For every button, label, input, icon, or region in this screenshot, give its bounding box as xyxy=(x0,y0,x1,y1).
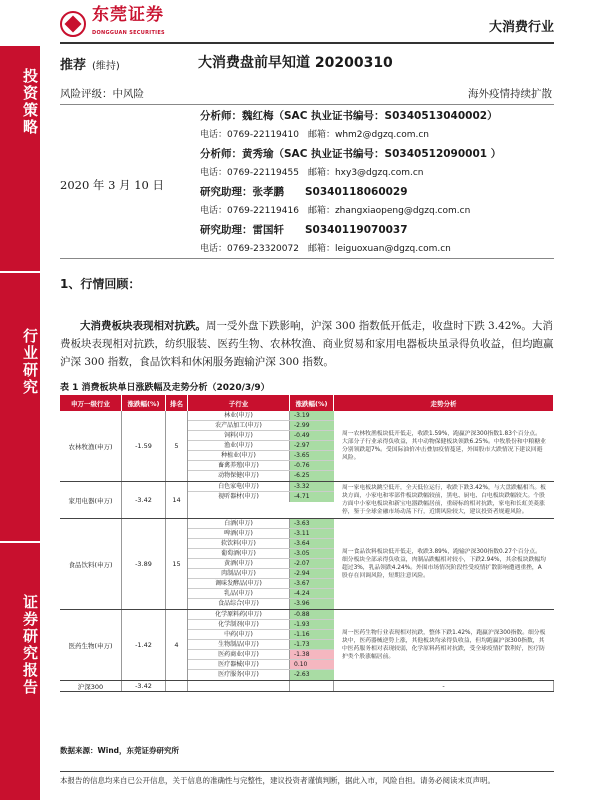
table-body xyxy=(60,411,554,681)
subindustry-change: -3.32 xyxy=(290,482,334,491)
subindustry-change: -2.63 xyxy=(290,670,334,680)
subindustry-change: -2.07 xyxy=(290,559,334,568)
subindustry-change: -3.67 xyxy=(290,579,334,588)
subindustry-row xyxy=(188,549,334,559)
analyst-contact: 电话：0769-22119416 邮箱：zhangxiaopeng@dgzq.com.cn xyxy=(200,206,471,216)
industry-rank: 15 xyxy=(166,519,188,609)
header-industry: 申万一级行业 xyxy=(60,395,122,411)
subindustry-name: 食品综合(申万) xyxy=(188,599,290,609)
subindustry-change: -3.63 xyxy=(290,519,334,528)
report-subtitle: 海外疫情持续扩散 xyxy=(468,88,552,100)
total-name: 沪深300 xyxy=(60,681,122,691)
subindustry-name: 白色家电(申万) xyxy=(188,482,290,491)
subindustry-row xyxy=(188,670,334,680)
subindustry-name: 医疗服务(申万) xyxy=(188,670,290,680)
industry-rank: 14 xyxy=(166,482,188,518)
subindustry-change: -3.96 xyxy=(290,599,334,609)
table-total-row xyxy=(60,681,554,692)
subindustry-change: 0.10 xyxy=(290,660,334,669)
recommendation xyxy=(60,54,120,73)
subindustry-row xyxy=(188,579,334,589)
sidebar-label-strategy: 投资策略 xyxy=(21,68,39,136)
subindustry-row xyxy=(188,451,334,461)
section-title: 1、行情回顾： xyxy=(60,277,141,291)
subindustry-row xyxy=(188,630,334,640)
table-row xyxy=(60,482,554,519)
info-bottom-divider xyxy=(60,258,554,259)
header-subindustry: 子行业 xyxy=(188,395,290,411)
subindustry-name: 种植业(申万) xyxy=(188,451,290,460)
industry-name: 医药生物(申万) xyxy=(60,610,122,680)
subindustry-row xyxy=(188,610,334,620)
table-caption: 表 1 消费板块单日涨跌幅及走势分析（2020/3/9） xyxy=(60,383,270,393)
subindustry-list xyxy=(188,519,334,609)
analyst-list xyxy=(200,107,560,259)
industry-change: -3.42 xyxy=(122,482,166,518)
logo-text: 东莞证券 xyxy=(92,5,164,25)
company-logo xyxy=(60,6,165,42)
subindustry-change: -4.71 xyxy=(290,492,334,502)
subindustry-name: 中药(申万) xyxy=(188,630,290,639)
report-date: 2020 年 3 月 10 日 xyxy=(60,178,164,192)
table-header xyxy=(60,395,554,411)
subindustry-change: -0.76 xyxy=(290,461,334,470)
subindustry-row xyxy=(188,492,334,502)
subindustry-name: 农产品加工(申万) xyxy=(188,421,290,430)
subindustry-name: 化学制剂(申万) xyxy=(188,620,290,629)
subindustry-change: -3.05 xyxy=(290,549,334,558)
industry-name: 农林牧渔(申万) xyxy=(60,411,122,481)
subindustry-row xyxy=(188,441,334,451)
subindustry-row xyxy=(188,411,334,421)
page-header xyxy=(0,0,600,46)
subindustry-row xyxy=(188,640,334,650)
analyst-contact: 电话：0769-23320072 邮箱：leiguoxuan@dgzq.com.cn xyxy=(200,244,451,254)
table-row xyxy=(60,411,554,482)
subindustry-name: 医药商业(申万) xyxy=(188,650,290,659)
subindustry-row xyxy=(188,431,334,441)
subindustry-row xyxy=(188,650,334,660)
recommendation-status: (维持) xyxy=(92,61,120,72)
subindustry-name: 啤酒(申万) xyxy=(188,529,290,538)
subindustry-name: 动物保健(申万) xyxy=(188,471,290,481)
subindustry-change: -1.93 xyxy=(290,620,334,629)
disclaimer: 本报告的信息均来自已公开信息，关于信息的准确性与完整性，建议投资者谨慎判断，据此入市，风险自担。请务必阅读末页声明。 xyxy=(60,776,495,785)
subindustry-change: -2.99 xyxy=(290,421,334,430)
analyst-name: 分析师：黄秀瑜（SAC 执业证书编号：S0340512090001 ） xyxy=(200,148,502,160)
sector-table xyxy=(60,395,554,692)
subindustry-row xyxy=(188,461,334,471)
industry-change: -3.89 xyxy=(122,519,166,609)
data-source: 数据来源：Wind，东莞证券研究所 xyxy=(60,746,180,755)
industry-rank: 5 xyxy=(166,411,188,481)
subindustry-name: 医疗器械(申万) xyxy=(188,660,290,669)
footer-divider xyxy=(60,771,554,772)
sidebar xyxy=(0,46,40,800)
subindustry-list xyxy=(188,411,334,481)
industry-rank: 4 xyxy=(166,610,188,680)
subindustry-change: -1.16 xyxy=(290,630,334,639)
analyst-name: 研究助理：张孝鹏 S0340118060029 xyxy=(200,186,408,198)
header-rank: 排名 xyxy=(166,395,188,411)
subindustry-row xyxy=(188,589,334,599)
subindustry-name: 白酒(申万) xyxy=(188,519,290,528)
subindustry-row xyxy=(188,599,334,609)
sidebar-divider xyxy=(0,271,40,273)
trend-analysis: 周一家电板块跳空低开，全天低位运行，收跌下跌3.42%，与大盘跌幅相当。板块方面，小家电和零部件板块跌幅较前，黑电、厨电、白电板块跌幅较大。个股方面中小家电板块和新宝电器跌幅居前，重磅标的相对抗跌，家电和长虹美菱涨停，鉴于全球金融市场动荡下行，近期风险较大，建议投资者规避风险。 xyxy=(342,485,546,515)
subindustry-row xyxy=(188,660,334,670)
subindustry-change: -2.97 xyxy=(290,441,334,450)
subindustry-name: 生物制品(申万) xyxy=(188,640,290,649)
industry-title: 大消费行业 xyxy=(488,20,554,35)
subindustry-name: 软饮料(申万) xyxy=(188,539,290,548)
analyst-name: 研究助理：雷国轩 S0340119070037 xyxy=(200,224,408,236)
subindustry-change: -6.25 xyxy=(290,471,334,481)
subindustry-change: -3.65 xyxy=(290,451,334,460)
header-change: 涨跌幅(%) xyxy=(122,395,166,411)
industry-name: 家用电器(申万) xyxy=(60,482,122,518)
header-analysis: 走势分析 xyxy=(334,395,554,411)
subindustry-change: -1.73 xyxy=(290,640,334,649)
section-paragraph xyxy=(60,317,554,371)
subindustry-change: -0.88 xyxy=(290,610,334,619)
subindustry-name: 化学原料药(申万) xyxy=(188,610,290,619)
analyst-name: 分析师：魏红梅（SAC 执业证书编号：S0340513040002） xyxy=(200,110,498,122)
table-row xyxy=(60,610,554,681)
subindustry-row xyxy=(188,482,334,492)
info-divider xyxy=(60,104,554,105)
subindustry-name: 渔业(申万) xyxy=(188,441,290,450)
trend-analysis: 周一食品饮料板块低开低走，收跌3.89%，跑输沪深300指数0.27个百分点。细分板块全部录得负收益，肉制品跌幅相对较小，下跌2.94%，其余板块跌幅均超过3%，乳品领跌4.24%。外围市场情况阶段性受疫情扩散影响遭遇重挫，A股存在回调风险，短期注意风险。 xyxy=(342,549,546,579)
header-divider xyxy=(60,42,554,44)
analyst-contact: 电话：0769-22119455 邮箱：hxy3@dgzq.com.cn xyxy=(200,168,424,178)
analyst-contact: 电话：0769-22119410 邮箱：whm2@dgzq.com.cn xyxy=(200,130,429,140)
paragraph-lead: 大消费板块表现相对抗跌。 xyxy=(80,320,206,332)
table-row xyxy=(60,519,554,610)
subindustry-row xyxy=(188,529,334,539)
trend-analysis: 周一医药生物行业表现相对抗跌，整体下跌1.42%，跑赢沪深300指数。细分板块中，医药器械逆势上涨，其他板块均录得负收益，但均跑赢沪深300指数，其中医药服务相对表现较弱，化学原料药相对抗跌，受全球疫情扩散利好，医疗防护类个股涨幅居前。 xyxy=(342,630,546,660)
subindustry-change: -4.24 xyxy=(290,589,334,598)
subindustry-list xyxy=(188,482,334,518)
subindustry-list xyxy=(188,610,334,680)
header-sub-change: 涨跌幅(%) xyxy=(290,395,334,411)
recommendation-label: 推荐 xyxy=(60,58,87,73)
industry-name: 食品饮料(申万) xyxy=(60,519,122,609)
subindustry-row xyxy=(188,519,334,529)
subindustry-change: -0.49 xyxy=(290,431,334,440)
subindustry-name: 肉制品(申万) xyxy=(188,569,290,578)
paragraph-body: 周一受外盘下跌影响，沪深 300 指数低开低走，收盘时下跌 3.42%。大消费板块表现相对抗跌，纺织服装、医药生物、农林牧渔、商业贸易和家用电器板块虽录得负收益，但均跑赢沪深 300 指数，食品饮料和休闲服务跑输沪深 300 指数。 xyxy=(60,320,554,368)
report-title: 大消费盘前早知道 20200310 xyxy=(198,55,393,71)
subindustry-change: -3.19 xyxy=(290,411,334,420)
industry-change: -1.59 xyxy=(122,411,166,481)
sidebar-label-report: 证券研究报告 xyxy=(21,594,39,696)
subindustry-change: -3.11 xyxy=(290,529,334,538)
subindustry-row xyxy=(188,569,334,579)
subindustry-name: 畜禽养殖(申万) xyxy=(188,461,290,470)
subindustry-name: 饲料(申万) xyxy=(188,431,290,440)
sidebar-divider xyxy=(0,541,40,543)
subindustry-name: 葡萄酒(申万) xyxy=(188,549,290,558)
logo-subtext: DONGGUAN SECURITIES xyxy=(92,30,165,36)
subindustry-change: -3.64 xyxy=(290,539,334,548)
subindustry-row xyxy=(188,620,334,630)
subindustry-name: 林业(申万) xyxy=(188,411,290,420)
subindustry-change: -2.94 xyxy=(290,569,334,578)
subindustry-row xyxy=(188,559,334,569)
subindustry-row xyxy=(188,539,334,549)
trend-analysis: 周一农林牧渔板块低开低走，收跌1.59%，跑赢沪深300指数1.83个百分点。大部分子行业录得负收益，其中动物保健板块领跌6.25%。中牧股份和中粮糖业分别领跌超7%。受国际油价冲击叠加疫情蔓延，外围股市大跌情况下建议回避风险。 xyxy=(342,431,546,461)
risk-rating: 风险评级：中风险 xyxy=(60,88,144,100)
logo-mark-icon xyxy=(60,11,86,37)
subindustry-row xyxy=(188,471,334,481)
subindustry-name: 黄酒(申万) xyxy=(188,559,290,568)
subindustry-name: 乳品(申万) xyxy=(188,589,290,598)
subindustry-name: 调味发酵品(申万) xyxy=(188,579,290,588)
industry-change: -1.42 xyxy=(122,610,166,680)
subindustry-row xyxy=(188,421,334,431)
total-rest: - xyxy=(334,681,554,691)
subindustry-name: 视听器材(申万) xyxy=(188,492,290,502)
subindustry-change: -1.38 xyxy=(290,650,334,659)
total-value: -3.42 xyxy=(122,681,166,691)
sidebar-label-industry: 行业研究 xyxy=(21,328,39,396)
